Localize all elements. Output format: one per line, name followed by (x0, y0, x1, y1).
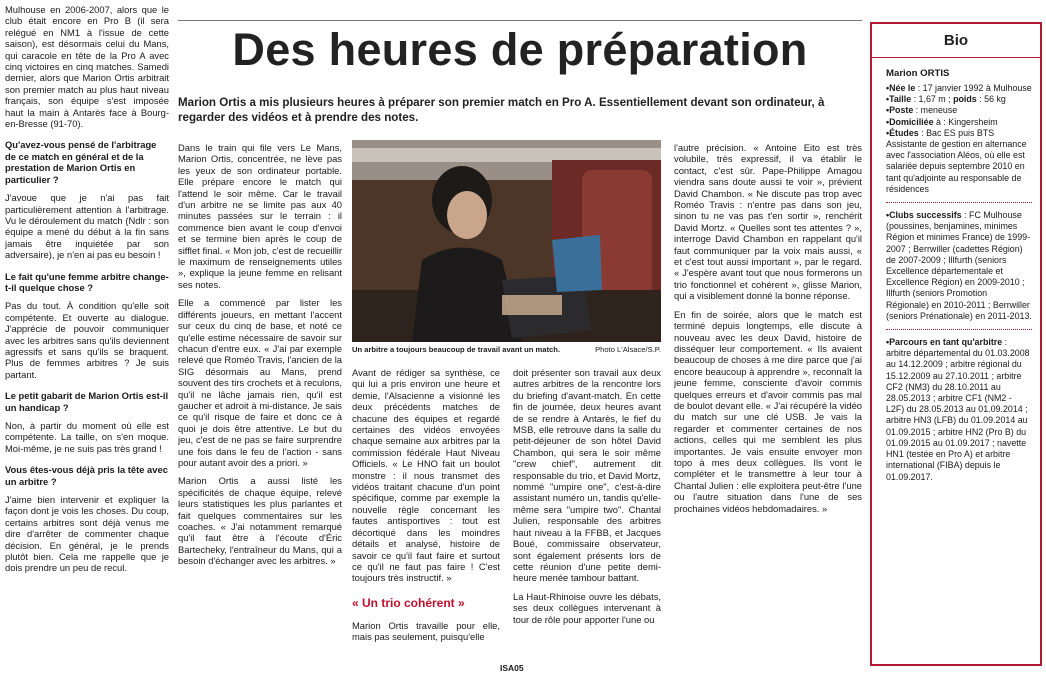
answer-1: J'avoue que je n'ai pas fait particulièrement attention à l'arbitrage. Vu le déroulement du match (Ndlr : son équipe a mené du début à la fin sans jamais être inquiétée par son adversaire), je n'en ai pas eu besoin ! (5, 192, 169, 261)
question-1: Qu'avez-vous pensé de l'arbitrage de ce match en général et de la prestation de Marion Ortis en particulier ? (5, 139, 157, 185)
answer-2: Pas du tout. À condition qu'elle soit compétente. Et ouverte au dialogue. J'apprécie de pouvoir communiquer avec les arbitres sans qu'ils deviennent agressifs et sans qu'ils se braquent. Plus de femmes arbitres ? Je suis partant. (5, 300, 169, 380)
body-paragraph: Marion Ortis a aussi listé les spécificités de chaque équipe, relevé leurs statistiques les plus parlantes et fait quelques commentaires sur les coaches. « J'ai notamment remarqué qu'il faut être à l'écoute d'Éric Bartecheky, l'entraîneur du Mans, qui a besoin d'échanger avec les arbitres. » (178, 475, 342, 567)
bio-size: •Taille : 1,67 m ; poids : 56 kg (886, 94, 1006, 105)
top-rule (178, 20, 862, 21)
photo-credit: Photo L'Alsace/S.P. (595, 345, 661, 354)
bio-birth: •Née le : 17 janvier 1992 à Mulhouse (886, 83, 1032, 93)
interview-column (5, 4, 169, 664)
body-paragraph: En fin de soirée, alors que le match est terminé depuis longtemps, elle discute à nouveau avec les deux David, histoire de disséquer leur comportement. « Ils avaient beaucoup de choses à me dire parce que j'ai encore beaucoup à apprendre », reconnaît la jeune femme, consciente d'avoir commis quelques erreurs et d'avoir commis pas mal de boulot devant elle. « J'ai récupéré la vidéo du match sur une clé USB. Je vais la regarder et commenter certaines de nos actions, celles qui me semblent les plus importantes. Je vais ensuite envoyer mon topo à mes deux collègues. Ils vont le compléter et le transmettre à leur tour à Chantal Julien : elle exploitera peut-être l'une ou l'autre situation dans l'une de ses prochaines vidéos hebdomadaires. » (674, 308, 862, 514)
article-title: Des heures de préparation (232, 24, 808, 75)
body-paragraph: Dans le train qui file vers Le Mans, Marion Ortis, concentrée, ne lève pas les yeux de son ordinateur portable. Elle prépare encore le match qui l'attend le soir même. Car le travail d'un arbitre ne se limite pas aux 40 minutes passées sur le terrain : il commence bien avant le coup d'envoi et se termine bien après le coup de sifflet final. « Mon job, c'est de recueillir le maximum de renseignements utiles », explique la jeune femme en relisant ses notes. (178, 142, 342, 290)
photo-caption (352, 345, 661, 354)
question-2: Le fait qu'une femme arbitre change-t-il quelque chose ? (5, 270, 169, 293)
bio-studies: •Études : Bac ES puis BTS Assistante de gestion en alternance avec l'association Aléos, où elle est salariée depuis septembre 2010 en tant qu'adjointe au responsable de résidences (886, 127, 1027, 194)
body-paragraph: Marion Ortis travaille pour elle, mais pas seulement, puisqu'elle (352, 619, 500, 643)
bio-position: •Poste : meneuse (886, 105, 958, 116)
body-paragraph: Elle a commencé par lister les différents joueurs, en mettant l'accent sur ceux du cinq de base, et noté ce qu'elle estime nécessaire de savoir sur chacun d'entre eux. « J'ai par exemple relevé que Roméo Travis, l'ancien de la SIG désormais au Mans, prend souvent des tirs crochets et à reculons, qu'il ne lâche jamais rien, qu'il est gaucher et adroit à mi-distance. Je sais ce qu'il risque de faire et donc ce à quoi je dois être attentive. Le but du jeu, c'est de ne pas se faire surprendre une fois dans le feu de l'action - sans pour autant avoir des a priori. » (178, 297, 342, 468)
bio-residence: •Domiciliée à : Kingersheim (886, 116, 998, 127)
body-paragraph: Avant de rédiger sa synthèse, ce qui lui a pris environ une heure et demie, l'Alsacienne a visionné les deux précédents matches de chacune des équipes et regardé certaines des vidéos envoyées chaque semaine aux arbitres par la commission fédérale Haut Niveau Officiels. « Le HNO fait un boulot monstre : il nous transmet des vidéos traitant chacune d'un point spécifique, comme par exemple la nouvelle règle concernant les fautes antisportives : tout est décortiqué dans les moindres détails et analysé, histoire de savoir ce qu'il faut faire et surtout ce qu'il ne faut pas faire ! C'est toujours très instructif. » (352, 367, 500, 584)
page-number: ISA05 (500, 663, 524, 673)
bio-divider (886, 202, 1032, 203)
bio-header: Bio (872, 24, 1040, 58)
question-4: Vous êtes-vous déjà pris la tête avec un arbitre ? (5, 464, 168, 487)
body-column-5 (674, 142, 862, 662)
body-column-3 (352, 367, 500, 662)
article-photo (352, 140, 661, 342)
subheading: « Un trio cohérent » (352, 595, 465, 610)
answer-4: J'aime bien intervenir et expliquer la façon dont je vois les choses. Du coup, certains arbitres sont déjà venus me dire d'arrêter de commenter chaque décision. En général, je le prends plutôt bien. Cela me rappelle que je dois prendre un peu de recul. (5, 494, 169, 574)
bio-box (870, 22, 1042, 666)
body-column-4 (513, 367, 661, 662)
answer-3: Non, à partir du moment où elle est compétente. La taille, on s'en moque. Moi-même, je ne suis pas très grand ! (5, 420, 169, 454)
bio-clubs: •Clubs successifs : FC Mulhouse (poussines, benjamines, minimes Région et minimes France) de 1999-2007 ; Berrwiller (cadettes Région) de 2007-2009 ; Illfurth (seniors Excellence départementale et Excellence Région) en 2009-2010 ; Illfurth (seniors Promotion Régionale) en 2010-2011 ; Berrwiller (seniors Prénationale) en 2011-2013. (886, 210, 1032, 321)
photo-illustration (352, 140, 661, 342)
body-column-2 (178, 142, 342, 662)
bio-name: Marion ORTIS (886, 68, 950, 79)
question-3: Le petit gabarit de Marion Ortis est-il un handicap ? (5, 390, 169, 413)
bio-divider (886, 329, 1032, 330)
interview-intro: Mulhouse en 2006-2007, alors que le club était encore en Pro B (il sera relégué en NM1 à l'issue de cette saison), est désormais celui du Mans, qui caracole en tête de la Pro A avec cinq victoires en cinq matches. Samedi dernier, alors que Marion Ortis arbitrait son premier match au plus haut niveau français, son équipe s'est imposée haut la main à Antarès face à Bourg-en-Bresse (91-70). (5, 4, 169, 130)
body-paragraph: doit présenter son travail aux deux autres arbitres de la rencontre lors du briefing d'avant-match. En cette fin de journée, deux heures avant de se rendre à Antarès, le fief du MSB, elle retrouve dans la salle du petit-déjeuner de son hôtel David Chambon, qui sera le soir même "crew chief", autrement dit responsable du trio, et David Mortz, nommé "umpire one", c'est-à-dire assistant numéro un, tandis qu'elle-même sera "umpire two". Chantal Julien, responsable des arbitres haut niveau à la FFBB, et Jacques Boué, commissaire observateur, sont également présents lors de cette réunion d'une petite demi-heure menée tambour battant. (513, 367, 661, 584)
article-lead: Marion Ortis a mis plusieurs heures à préparer son premier match en Pro A. Essentiellement devant son ordinateur, à regarder des vidéos et à prendre des notes. (178, 96, 825, 124)
caption-text: Un arbitre a toujours beaucoup de travail avant un match. (352, 345, 561, 354)
body-paragraph: l'autre précision. « Antoine Eito est très volubile, très expressif, il va établir le contact, c'est sûr. Pape-Philippe Amagou viendra sans doute aussi te voir », prévient David Chambon. « Ne discute pas trop avec Roméo Travis : n'entre pas dans son jeu, sinon tu ne vas pas t'en sortir », renchérit David Mortz. « Quelles sont tes attentes ? », interroge David Chambon en rappelant qu'il faut communiquer par la voix mais aussi, « et c'est tout aussi important », par le regard. « J'espère avant tout que nous formerons un trio fonctionnel et cohérent », glisse Marion, qui a visiblement donné la bonne réponse. (674, 142, 862, 302)
bio-referee-career: •Parcours en tant qu'arbitre : arbitre départemental du 01.03.2008 au 14.12.2009 ; arbitre régional du 15.12.2009 au 27.10.2011 ; arbitre CF2 (NM3) du 28.10.2011 au 28.05.2013 ; arbitre CF1 (NM2 - L2F) du 28.05.2013 au 01.09.2014 ; arbitre HN3 (LFB) du 01.09.2014 au 01.09.2015 ; arbitre HN2 (Pro B) du 01.09.2015 au 01.09.2017 ; navette HN1 (testée en Pro A) et arbitre international (FIBA) depuis le 01.09.2017. (886, 337, 1030, 482)
body-paragraph: La Haut-Rhinoise ouvre les débats, ses deux collègues intervenant à tour de rôle pour apporter l'une ou (513, 590, 661, 625)
